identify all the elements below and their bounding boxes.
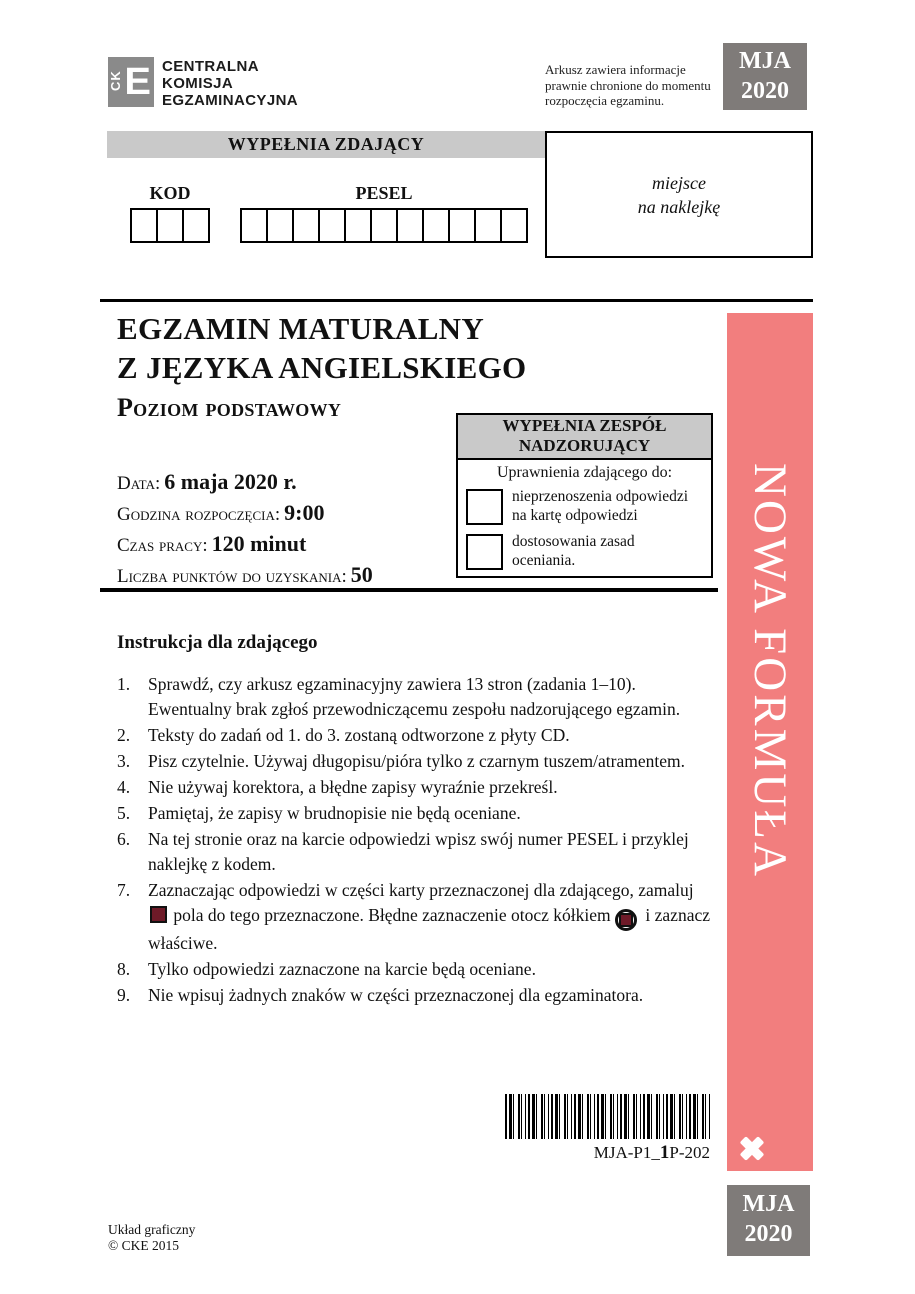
copyright-note — [108, 1222, 195, 1254]
instruction-item-7 — [117, 878, 717, 956]
kod-cell[interactable] — [130, 208, 158, 243]
filled-square-mark-icon — [150, 906, 167, 923]
barcode-label-suffix: P-202 — [669, 1143, 710, 1162]
option1-line1: nieprzenoszenia odpowiedzi — [512, 488, 689, 505]
instructions-list — [117, 672, 717, 1009]
sticker-area — [545, 131, 813, 258]
detail-max-points-label: Liczba punktów do uzyskania: — [117, 566, 347, 587]
detail-start-time — [117, 497, 373, 528]
pesel-cell[interactable] — [344, 208, 372, 243]
pesel-cell[interactable] — [422, 208, 450, 243]
nowa-formula-label: NOWA FORMUŁA — [744, 463, 796, 879]
badge-top-line2: 2020 — [741, 78, 789, 104]
cke-org-line3: EGZAMINACYJNA — [162, 92, 299, 109]
instruction-item-7-part2: pola do tego przeznaczone. Błędne zaznaczenie otocz kółkiem — [169, 905, 616, 925]
exam-code-badge-bottom — [727, 1185, 810, 1256]
pesel-cell[interactable] — [370, 208, 398, 243]
detail-max-points — [117, 559, 373, 590]
exam-details — [117, 466, 373, 590]
barcode-label-bold: 1 — [659, 1142, 670, 1163]
kod-cell[interactable] — [156, 208, 184, 243]
instruction-item-4: Nie używaj korektora, a błędne zapisy wyraźnie przekreśl. — [148, 777, 558, 797]
cke-org-line2: KOMISJA — [162, 75, 234, 92]
cke-logo-ck-text: CK — [108, 70, 123, 91]
instruction-item-7-part3: i zaznacz właściwe. — [148, 905, 710, 953]
sticker-line2: na naklejkę — [637, 196, 721, 217]
cke-org-line1: CENTRALNA — [162, 58, 259, 75]
pesel-cell[interactable] — [500, 208, 528, 243]
pesel-cell[interactable] — [266, 208, 294, 243]
instructions-title: Instrukcja dla zdającego — [117, 632, 318, 653]
kod-input-boxes — [130, 208, 210, 243]
divider-line-mid — [100, 588, 718, 592]
detail-duration-value: 120 minut — [211, 531, 307, 556]
option-no-transfer-text — [512, 487, 711, 525]
exam-code-badge-top — [723, 43, 807, 110]
barcode — [505, 1094, 710, 1139]
instruction-item-7-part1: Zaznaczając odpowiedzi w części karty przeznaczonej dla zdającego, zamaluj — [148, 880, 694, 900]
supervisor-option-row — [466, 487, 711, 527]
instruction-item-2: Teksty do zadań od 1. do 3. zostaną odtworzone z płyty CD. — [148, 725, 570, 745]
instruction-item-5: Pamiętaj, że zapisy w brudnopisie nie będą oceniane. — [148, 803, 521, 823]
supervisor-box — [456, 413, 713, 578]
pesel-label: PESEL — [355, 183, 413, 203]
detail-date-value: 6 maja 2020 r. — [164, 469, 297, 494]
instruction-item-1: Sprawdź, czy arkusz egzaminacyjny zawiera 13 stron (zadania 1–10). Ewentualny brak zgłoś przewodniczącemu zespołu nadzorującego egzamin. — [148, 674, 681, 719]
legal-line3: rozpoczęcia egzaminu. — [545, 93, 665, 108]
kod-cell[interactable] — [182, 208, 210, 243]
detail-duration-label: Czas pracy: — [117, 535, 208, 556]
copyright-line1: Układ graficzny — [108, 1222, 196, 1237]
candidate-section-header: WYPEŁNIA ZDAJĄCY — [107, 131, 545, 158]
supervisor-header-line1: WYPEŁNIA ZESPÓŁ — [502, 416, 667, 435]
pesel-input-boxes — [240, 208, 528, 243]
badge-top-line1: MJA — [739, 48, 791, 74]
checkbox-adapted-grading[interactable] — [466, 534, 503, 570]
instruction-item-6: Na tej stronie oraz na karcie odpowiedzi wpisz swój numer PESEL i przyklej naklejkę z kodem. — [148, 829, 689, 874]
pesel-cell[interactable] — [292, 208, 320, 243]
divider-line-top — [100, 299, 813, 302]
option-adapted-grading-text — [512, 532, 711, 570]
cross-icon — [739, 1135, 765, 1161]
supervisor-box-header — [458, 415, 711, 460]
detail-start-time-value: 9:00 — [284, 500, 325, 525]
cke-logo-icon — [108, 57, 154, 107]
supervisor-intro: Uprawnienia zdającego do: — [496, 464, 673, 481]
cke-logo-e-text: E — [124, 61, 151, 103]
detail-date — [117, 466, 373, 497]
option2-line2: oceniania. — [512, 552, 576, 569]
kod-label: KOD — [149, 183, 191, 203]
supervisor-option-row — [466, 532, 711, 572]
detail-start-time-label: Godzina rozpoczęcia: — [117, 504, 281, 525]
badge-bottom-line1: MJA — [742, 1191, 795, 1217]
legal-notice — [545, 62, 735, 109]
instruction-item-8: Tylko odpowiedzi zaznaczone na karcie będą oceniane. — [148, 959, 536, 979]
pesel-cell[interactable] — [396, 208, 424, 243]
exam-title-line1: EGZAMIN MATURALNY — [117, 311, 485, 346]
supervisor-header-line2: NADZORUJĄCY — [518, 436, 651, 455]
barcode-label-prefix: MJA-P1_ — [593, 1143, 660, 1162]
badge-bottom-line2: 2020 — [744, 1221, 793, 1247]
checkbox-no-transfer-answers[interactable] — [466, 489, 503, 525]
instruction-item-9: Nie wpisuj żadnych znaków w części przeznaczonej dla egzaminatora. — [148, 985, 644, 1005]
option2-line1: dostosowania zasad — [512, 533, 635, 550]
detail-duration — [117, 528, 373, 559]
barcode-label — [505, 1142, 710, 1164]
detail-max-points-value: 50 — [350, 562, 373, 587]
exam-title-line2: Z JĘZYKA ANGIELSKIEGO — [117, 350, 527, 385]
copyright-line2: © CKE 2015 — [108, 1238, 180, 1253]
exam-level: Poziom podstawowy — [117, 393, 342, 422]
sticker-line1: miejsce — [652, 172, 706, 193]
pesel-cell[interactable] — [240, 208, 268, 243]
detail-date-label: Data: — [117, 473, 161, 494]
nowa-formula-banner — [727, 313, 813, 1171]
pesel-cell[interactable] — [474, 208, 502, 243]
instruction-item-3: Pisz czytelnie. Używaj długopisu/pióra tylko z czarnym tuszem/atramentem. — [148, 751, 685, 771]
cke-org-name — [162, 58, 298, 109]
pesel-cell[interactable] — [448, 208, 476, 243]
circled-square-mark-icon — [615, 909, 637, 931]
legal-line2: prawnie chronione do momentu — [545, 77, 711, 93]
option1-line2: na kartę odpowiedzi — [512, 507, 638, 524]
pesel-cell[interactable] — [318, 208, 346, 243]
legal-line1: Arkusz zawiera informacje — [545, 62, 686, 77]
